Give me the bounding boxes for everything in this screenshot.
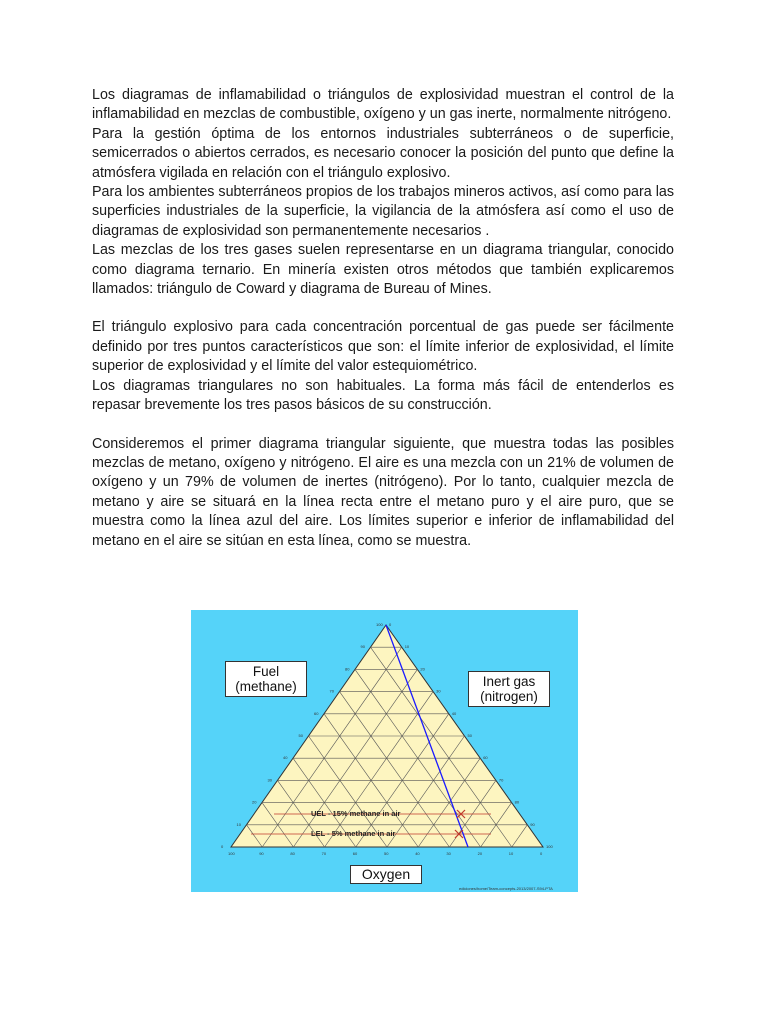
tick-label: 70: [329, 688, 334, 694]
paragraph-4: Las mezclas de los tres gases suelen representarse en un diagrama triangular, conocido como diagrama ternario. En minería existen otros métodos que también explicaremos llamados: triángulo de Coward y diagrama de Bureau of Mines.: [92, 242, 674, 298]
tick-label: 10: [236, 821, 241, 827]
paragraph-3: Para los ambientes subterráneos propios de los trabajos mineros activos, así como para las superficies industriales de la superficie, la vigilancia de la atmósfera así como el uso de diagramas de explosividad son permanentemente necesarios .: [92, 184, 674, 239]
tick-label: 90: [360, 644, 365, 650]
paragraph-1: Los diagramas de inflamabilidad o triángulos de explosividad muestran el control de la inflamabilidad en mezclas de combustible, oxígeno y un gas inerte, normalmente nitrógeno.: [92, 87, 674, 123]
inert-gas-label: Inert gas (nitrogen): [468, 671, 550, 707]
tick-label: 0: [389, 622, 392, 627]
ternary-diagram: [191, 610, 578, 892]
tick-label: 10: [508, 851, 514, 856]
tick-label: 50: [384, 851, 389, 856]
tick-label: 10: [404, 644, 410, 650]
tick-label: 80: [345, 666, 350, 672]
ternary-diagram-figure: [191, 610, 578, 892]
figure-credit: ediciones/home/Team-concepts-2013/2007-S94-PTA: [459, 886, 553, 891]
tick-label: 60: [314, 710, 319, 716]
paragraph-6: Los diagramas triangulares no son habituales. La forma más fácil de entenderlos es repasar brevemente los tres pasos básicos de su construcción.: [92, 377, 674, 414]
lel-label: LEL - 5% methane in air: [311, 829, 396, 838]
tick-label: 30: [446, 851, 451, 856]
tick-label: 50: [467, 733, 472, 738]
tick-label: 90: [259, 851, 264, 856]
tick-label: 20: [477, 851, 483, 856]
tick-label: 40: [415, 851, 420, 856]
tick-label: 0: [221, 844, 224, 849]
tick-label: 60: [352, 851, 358, 856]
paragraph-7: Consideremos el primer diagrama triangular siguiente, que muestra todas las posibles mezclas de metano, oxígeno y nitrógeno. El aire es una mezcla con un 21% de volumen de oxígeno y un 79% de volumen de inertes (nitrógeno). Por lo tanto, cualquier mezcla de metano y aire se situará en la línea recta entre el metano puro y el aire puro, que se muestra como la línea azul del aire. Los límites superior e inferior de inflamabilidad del metano en el aire se sitúan en esta línea, como se muestra.: [92, 435, 674, 549]
body-text: [92, 86, 674, 551]
tick-label: 70: [498, 777, 504, 783]
tick-label: 80: [290, 851, 295, 856]
fuel-label: Fuel (methane): [225, 661, 307, 697]
tick-label: 0: [540, 851, 543, 856]
tick-label: 30: [436, 688, 441, 694]
tick-label: 30: [267, 777, 272, 783]
paragraph-5: El triángulo explosivo para cada concentración porcentual de gas puede ser fácilmente definido por tres puntos característicos que son: el límite inferior de explosividad, el límite superior de explosividad y el límite del valor estequiométrico.: [92, 319, 674, 375]
tick-label: 40: [451, 710, 457, 716]
tick-label: 90: [530, 821, 535, 827]
tick-label: 20: [252, 799, 257, 805]
uel-label: UEL - 15% methane in air: [311, 809, 401, 818]
tick-label: 70: [321, 851, 327, 856]
tick-label: 20: [420, 666, 425, 672]
tick-label: 50: [298, 733, 303, 738]
oxygen-label: Oxygen: [350, 865, 422, 884]
tick-label: 60: [483, 755, 488, 761]
paragraph-2: Para la gestión óptima de los entornos industriales subterráneos o de superficie, semicerrados o abiertos cerrados, es necesario conocer la posición del punto que define la atmósfera vigilada en relación con el triángulo explosivo.: [92, 125, 674, 181]
tick-label: 100: [228, 851, 235, 856]
tick-label: 100: [546, 844, 553, 849]
tick-label: 40: [283, 755, 288, 761]
tick-label: 100: [376, 622, 383, 627]
tick-label: 80: [514, 799, 520, 805]
